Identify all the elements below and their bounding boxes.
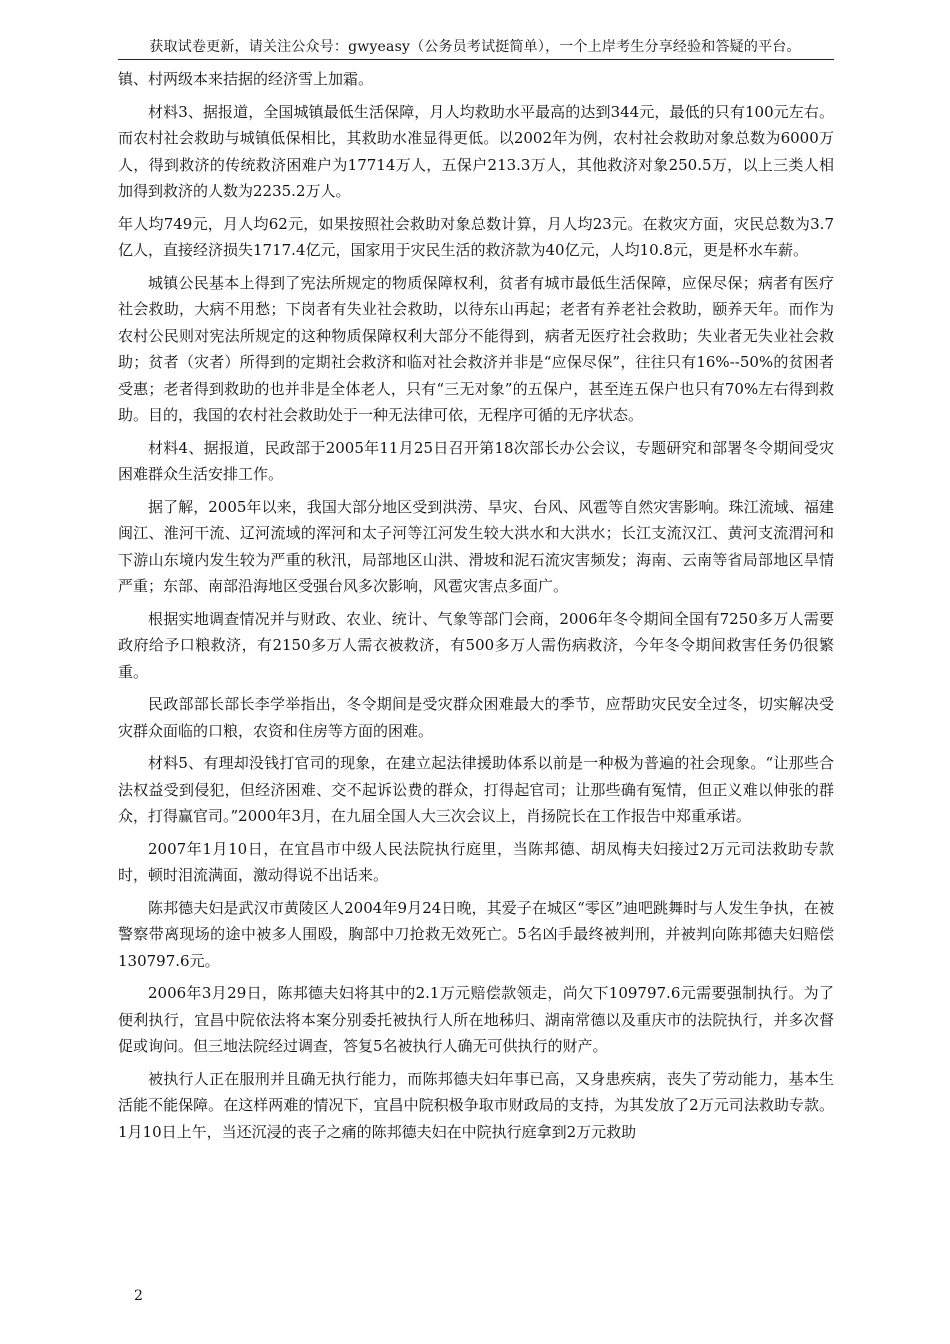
- paragraph: 材料5、有理却没钱打官司的现象，在建立起法律援助体系以前是一种极为普遍的社会现象。“让那些合法权益受到侵犯，但经济困难、交不起诉讼费的群众，打得起官司；让那些确有冤情，但正义难以伸张的群众，打得赢官司。”2000年3月，在九届全国人大三次会议上，肖扬院长在工作报告中郑重承诺。: [118, 754, 834, 825]
- paragraph: 民政部部长部长李学举指出，冬令期间是受灾群众困难最大的季节，应帮助灾民安全过冬，切实解决受灾群众面临的口粮，农资和住房等方面的困难。: [118, 695, 834, 740]
- page-number: 2: [134, 1288, 143, 1304]
- paragraph: 材料4、据报道，民政部于2005年11月25日召开第18次部长办公会议，专题研究和部署冬令期间受灾困难群众生活安排工作。: [118, 438, 834, 483]
- paragraph: 陈邦德夫妇是武汉市黄陵区人2004年9月24日晚，其爱子在城区“零区”迪吧跳舞时与人发生争执，在被警察带离现场的途中被多人围殴，胸部中刀抢救无效死亡。5名凶手最终被判刑，并被判向陈邦德夫妇赔偿130797.6元。: [118, 898, 834, 970]
- header-rule: [118, 59, 834, 60]
- document-body: [118, 66, 834, 1151]
- paragraph: 2007年1月10日，在宜昌市中级人民法院执行庭里，当陈邦德、胡凤梅夫妇接过2万元司法救助专款时，顿时泪流满面，激动得说不出话来。: [118, 839, 834, 884]
- page-header: 获取试卷更新，请关注公众号：gwyeasy（公务员考试挺简单），一个上岸考生分享经验和答疑的平台。: [149, 39, 801, 55]
- paragraph: 镇、村两级本来拮据的经济雪上加霜。: [118, 70, 374, 88]
- paragraph: 被执行人正在服刑并且确无执行能力，而陈邦德夫妇年事已高，又身患疾病，丧失了劳动能力，基本生活能不能保障。在这样两难的情况下，宜昌中院积极争取市财政局的支持，为其发放了2万元司法救助专款。1月10日上午，当还沉浸的丧子之痛的陈邦德夫妇在中院执行庭拿到2万元救助: [118, 1069, 834, 1141]
- paragraph: 材料3、据报道，全国城镇最低生活保障，月人均救助水平最高的达到344元，最低的只有100元左右。而农村社会救助与城镇低保相比，其救助水准显得更低。以2002年为例，农村社会救助对象总数为6000万人，得到救济的传统救济困难户为17714万人，五保户213.3万人，其他救济对象250.5万，以上三类人相加得到救济的人数为2235.2万人。: [118, 102, 834, 200]
- paragraph: 据了解，2005年以来，我国大部分地区受到洪涝、旱灾、台风、风雹等自然灾害影响。珠江流域、福建闽江、淮河干流、辽河流域的浑河和太子河等江河发生较大洪水和大洪水；长江支流汉江、黄河支流渭河和下游山东境内发生较为严重的秋汛，局部地区山洪、滑坡和泥石流灾害频发；海南、云南等省局部地区旱情严重；东部、南部沿海地区受强台风多次影响，风雹灾害点多面广。: [118, 497, 834, 595]
- paragraph: 2006年3月29日，陈邦德夫妇将其中的2.1万元赔偿款领走，尚欠下109797.6元需要强制执行。为了便利执行，宜昌中院依法将本案分别委托被执行人所在地秭归、湖南常德以及重庆市的法院执行，并多次督促或询问。但三地法院经过调查，答复5名被执行人确无可供执行的财产。: [118, 984, 834, 1055]
- paragraph: 年人均749元，月人均62元，如果按照社会救助对象总数计算，月人均23元。在救灾方面，灾民总数为3.7亿人，直接经济损失1717.4亿元，国家用于灾民生活的救济款为40亿元，人均10.8元，更是杯水车薪。: [118, 214, 834, 259]
- paragraph: 根据实地调查情况并与财政、农业、统计、气象等部门会商，2006年冬令期间全国有7250多万人需要政府给予口粮救济，有2150多万人需衣被救济，有500多万人需伤病救济，今年冬令期间救害任务仍很繁重。: [118, 609, 834, 681]
- paragraph: 城镇公民基本上得到了宪法所规定的物质保障权利，贫者有城市最低生活保障，应保尽保；病者有医疗社会救助，大病不用愁；下岗者有失业社会救助，以待东山再起；老者有养老社会救助，颐养天年。而作为农村公民则对宪法所规定的这种物质保障权利大部分不能得到，病者无医疗社会救助；失业者无失业社会救助；贫者（灾者）所得到的定期社会救济和临对社会救济并非是“应保尽保”，往往只有16%--50%的贫困者受惠；老者得到救助的也并非是全体老人，只有“三无对象”的五保户，甚至连五保户也只有70%左右得到救助。目的，我国的农村社会救助处于一种无法律可依，无程序可循的无序状态。: [118, 273, 834, 424]
